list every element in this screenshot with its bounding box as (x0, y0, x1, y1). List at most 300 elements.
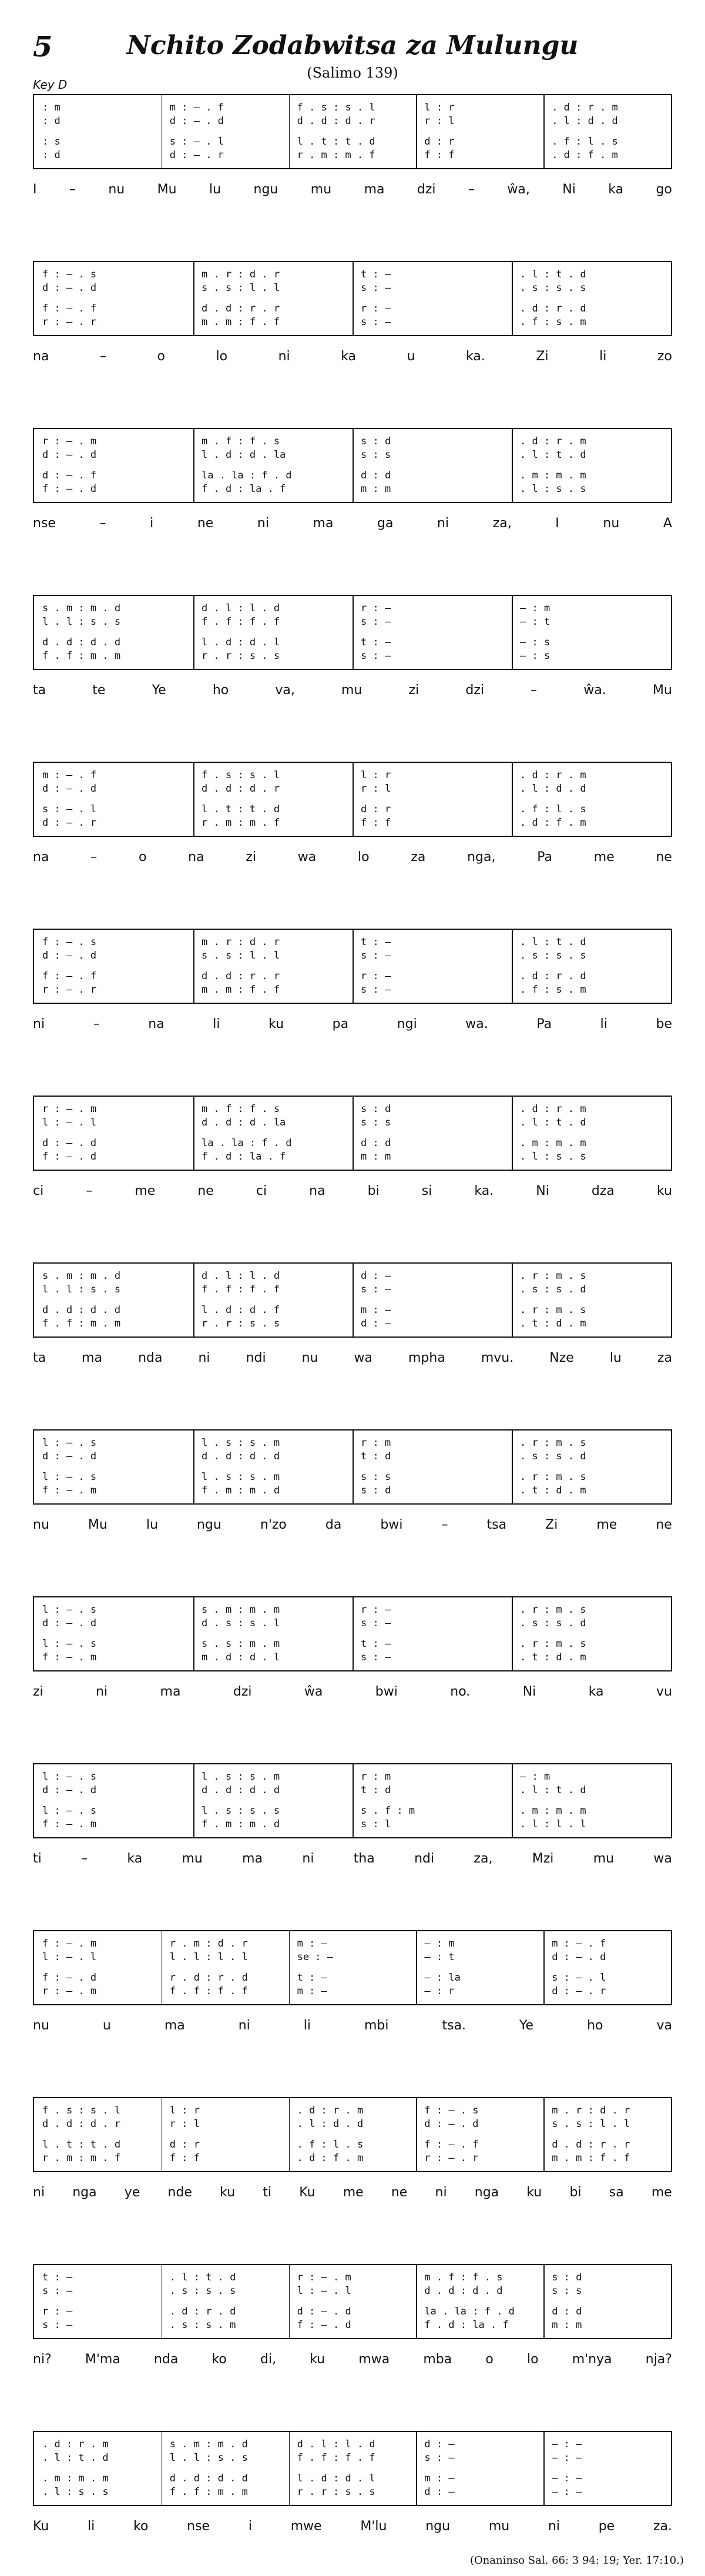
lyric-line (33, 2519, 672, 2534)
solfa-measure: . d : r . m (520, 1103, 586, 1115)
solfa-measure: m : m (361, 483, 391, 495)
solfa-measure: . s : s . m (169, 2319, 236, 2331)
solfa-measure: r . m : d . r (169, 1938, 248, 1949)
lyric-syllable: I (33, 182, 37, 197)
lyric-syllable: za. (653, 2519, 672, 2534)
voice-part (34, 636, 671, 649)
lyric-syllable: be (656, 1017, 672, 1031)
solfa-measure: r : – . r (42, 984, 97, 996)
voice-part (34, 302, 671, 315)
lyric-syllable: wa (297, 850, 317, 865)
solfa-measure: l : – . s (42, 1805, 97, 1817)
lyric-syllable: Nze (549, 1351, 574, 1365)
solfa-measure: s : — (361, 616, 391, 628)
voice-part (34, 1150, 671, 1163)
solfa-measure: f . f : f . f (202, 616, 280, 628)
solfa-measure: se : — (297, 1951, 334, 1963)
solfa-measure: d . d : d . r (202, 783, 280, 795)
lyric-syllable: Mu (652, 683, 672, 698)
solfa-measure: s : — (361, 316, 391, 328)
lyric-syllable: sa (609, 2185, 624, 2200)
voice-part (34, 101, 671, 114)
lyric-syllable: li (600, 1017, 607, 1031)
solfa-measure: t : d (361, 1784, 391, 1796)
lyric-syllable: ne (197, 1184, 214, 1198)
solfa-measure: : d (42, 115, 61, 127)
voice-part (34, 1770, 671, 1783)
solfa-measure: r : m (361, 1771, 391, 1783)
lyric-line (33, 1851, 672, 1866)
voice-part (34, 1317, 671, 1330)
lyric-syllable: Pa (537, 850, 553, 865)
solfa-measure: s : — (42, 2319, 73, 2331)
solfa-measure: d : – . d (424, 2118, 479, 2130)
solfa-measure: m : m (361, 1151, 391, 1163)
lyric-syllable: ku (268, 1017, 284, 1031)
solfa-staff (33, 428, 672, 503)
lyric-syllable: li (88, 2519, 95, 2534)
lyric-syllable: ho (212, 683, 229, 698)
lyric-syllable: pa (332, 1017, 349, 1031)
voice-part (34, 816, 671, 829)
lyric-syllable: I (555, 516, 559, 531)
solfa-measure: d . d : d . r (297, 115, 375, 127)
lyric-syllable: ka. (474, 1184, 494, 1198)
solfa-measure: . l : s . s (42, 2486, 109, 2498)
solfa-measure: m : – . f (169, 102, 224, 113)
music-system (33, 1930, 672, 2048)
solfa-measure: d : – . d (297, 2306, 351, 2317)
solfa-measure: d : – . d (42, 1137, 97, 1149)
solfa-measure: f : – . f (42, 970, 97, 982)
lyric-line (33, 349, 672, 364)
solfa-measure: la . la : f . d (424, 2306, 515, 2317)
lyric-syllable: Ku (33, 2519, 49, 2534)
lyric-syllable: ka (341, 349, 357, 364)
lyric-syllable: tha (353, 1851, 375, 1866)
lyric-syllable: Mu (88, 1518, 108, 1532)
solfa-measure: f : – . m (42, 1818, 97, 1830)
solfa-measure: d : – . d (42, 783, 97, 795)
solfa-measure: . s : s . s (169, 2285, 236, 2297)
solfa-measure: . s : s . d (520, 1284, 586, 1295)
solfa-measure: m . f : f . s (202, 436, 280, 447)
solfa-measure: s : — (361, 282, 391, 294)
voice-part (34, 2438, 671, 2451)
solfa-measure: m . m : f . f (202, 984, 280, 996)
lyric-syllable: ne (656, 1518, 672, 1532)
voice-part (34, 1436, 671, 1449)
music-system (33, 1096, 672, 1213)
voice-part (34, 949, 671, 962)
solfa-measure: . l : t . d (520, 269, 586, 280)
solfa-measure: r . d : r . d (169, 1972, 248, 1984)
solfa-measure: — : m (520, 1771, 550, 1783)
lyric-syllable: ku (220, 2185, 236, 2200)
solfa-measure: s : – . l (169, 136, 224, 148)
lyric-syllable: me (596, 1518, 617, 1532)
lyric-syllable: ndi (246, 1351, 266, 1365)
solfa-measure: s : – . l (552, 1972, 606, 1984)
lyric-syllable: te (92, 683, 106, 698)
lyric-syllable: lo (216, 349, 228, 364)
solfa-measure: f . f : f . f (297, 2452, 375, 2464)
voice-part (34, 2271, 671, 2284)
solfa-measure: r . r : s . s (202, 650, 280, 662)
lyric-syllable: tsa. (442, 2018, 466, 2033)
lyric-syllable: o (485, 2352, 494, 2367)
solfa-measure: s : s (361, 1471, 391, 1483)
solfa-measure: r : l (361, 783, 391, 795)
lyric-syllable: da (325, 1518, 342, 1532)
solfa-measure: d . l : l . d (202, 1270, 280, 1282)
solfa-measure: — : — (552, 2473, 582, 2484)
lyric-syllable: ni? (33, 2352, 52, 2367)
solfa-measure: d . s : s . l (202, 1617, 280, 1629)
solfa-staff (33, 595, 672, 670)
lyric-syllable: ma (313, 516, 334, 531)
solfa-measure: d : r (169, 2139, 200, 2150)
solfa-measure: s . m : m . d (42, 1270, 121, 1282)
voice-part (34, 2138, 671, 2151)
solfa-measure: d . d : d . d (202, 1784, 280, 1796)
lyric-syllable: ga (377, 516, 394, 531)
solfa-measure: f . s : s . l (42, 2105, 121, 2116)
solfa-measure: la . la : f . d (202, 1137, 292, 1149)
lyric-syllable: va, (275, 683, 295, 698)
voice-part (34, 1637, 671, 1650)
solfa-measure: m : — (361, 1304, 391, 1316)
solfa-measure: s : — (361, 1617, 391, 1629)
lyric-syllable: zi (33, 1684, 43, 1699)
lyric-syllable: go (656, 182, 672, 197)
solfa-measure: s : d (361, 1103, 391, 1115)
lyric-syllable: Mzi (532, 1851, 554, 1866)
solfa-measure: f : f (361, 817, 391, 829)
solfa-measure: f . m : m . d (202, 1818, 280, 1830)
solfa-staff (33, 1429, 672, 1505)
solfa-measure: d : d (552, 2306, 582, 2317)
lyric-line (33, 2352, 672, 2367)
solfa-measure: d : – . d (42, 950, 97, 962)
lyric-syllable: na (33, 349, 49, 364)
lyric-syllable: na (188, 850, 204, 865)
solfa-measure: m . m : f . f (552, 2152, 630, 2164)
lyric-syllable: nga (474, 2185, 499, 2200)
lyric-syllable: bwi (375, 1684, 398, 1699)
music-system (33, 94, 672, 212)
solfa-staff (33, 1262, 672, 1338)
lyric-syllable: Ku (299, 2185, 315, 2200)
solfa-measure: s . s : l . l (552, 2118, 630, 2130)
solfa-measure: t : d (361, 1451, 391, 1462)
lyric-syllable: tsa (486, 1518, 507, 1532)
solfa-measure: d : – . d (552, 1951, 606, 1963)
lyric-syllable: Ye (152, 683, 166, 698)
solfa-measure: d : r (361, 803, 391, 815)
solfa-measure: . r : m . s (520, 1437, 586, 1449)
voice-part (34, 1137, 671, 1150)
solfa-measure: d : — (361, 1318, 391, 1329)
lyric-syllable: Zi (536, 349, 549, 364)
music-system (33, 1763, 672, 1881)
solfa-measure: d : – . d (42, 1451, 97, 1462)
lyric-syllable: ko (133, 2519, 149, 2534)
voice-part (34, 448, 671, 461)
lyric-syllable: ma (364, 182, 385, 197)
solfa-measure: m : — (297, 1938, 327, 1949)
solfa-measure: . m : m . m (520, 1137, 586, 1149)
solfa-measure: l . t : t . d (297, 136, 375, 148)
solfa-measure: f . d : la . f (424, 2319, 509, 2331)
lyric-syllable: me (651, 2185, 672, 2200)
solfa-staff (33, 94, 672, 169)
solfa-measure: d . d : d . la (202, 1117, 286, 1128)
music-system (33, 2431, 672, 2548)
lyric-syllable: – (531, 683, 538, 698)
lyric-syllable: ta (33, 1351, 46, 1365)
solfa-measure: s . s : l . l (202, 950, 280, 962)
lyric-syllable: u (102, 2018, 111, 2033)
solfa-measure: r . m : m . f (42, 2152, 121, 2164)
solfa-staff (33, 2431, 672, 2506)
lyric-syllable: bwi (380, 1518, 403, 1532)
lyric-syllable: mwe (290, 2519, 322, 2534)
lyric-syllable: wa. (465, 1017, 488, 1031)
solfa-measure: s . f : m (361, 1805, 415, 1817)
music-system (33, 261, 672, 378)
lyric-syllable: mbi (364, 2018, 389, 2033)
solfa-measure: — : — (552, 2486, 582, 2498)
lyric-syllable: nu (301, 1351, 318, 1365)
lyric-syllable: ka. (466, 349, 485, 364)
lyric-line (33, 516, 672, 531)
solfa-measure: l : r (169, 2105, 200, 2116)
solfa-measure: d : – . d (42, 1784, 97, 1796)
solfa-measure: d . d : d . d (42, 637, 121, 648)
lyric-syllable: M'ma (85, 2352, 120, 2367)
music-system (33, 1596, 672, 1714)
solfa-measure: r : – . r (424, 2152, 479, 2164)
solfa-measure: . l : t . d (520, 1117, 586, 1128)
solfa-measure: f : – . s (42, 936, 97, 948)
lyric-syllable: m'nya (572, 2352, 612, 2367)
music-system (33, 2097, 672, 2215)
key-signature: Key D (33, 78, 68, 92)
lyric-syllable: va (656, 2018, 672, 2033)
solfa-measure: . d : r . m (42, 2438, 109, 2450)
solfa-measure: . r : m . s (520, 1270, 586, 1282)
lyric-syllable: za (411, 850, 426, 865)
lyric-syllable: ma (82, 1351, 103, 1365)
solfa-measure: l . l : s . s (42, 1284, 121, 1295)
lyric-syllable: mvu. (481, 1351, 514, 1365)
lyric-syllable: ku (310, 2352, 325, 2367)
solfa-measure: . l : d . d (520, 783, 586, 795)
lyric-syllable: dzi (417, 182, 436, 197)
voice-part (34, 2104, 671, 2117)
solfa-measure: . l : d . d (297, 2118, 364, 2130)
solfa-measure: . r : m . s (520, 1304, 586, 1316)
lyric-line (33, 1184, 672, 1198)
lyric-syllable: ka (608, 182, 624, 197)
solfa-measure: . d : r . m (297, 2105, 364, 2116)
solfa-measure: m : – . f (42, 769, 97, 781)
solfa-measure: m . r : d . r (202, 269, 280, 280)
solfa-measure: l . l : s . s (42, 616, 121, 628)
music-system (33, 762, 672, 879)
solfa-measure: l . t : t . d (42, 2139, 121, 2150)
lyric-syllable: A (663, 516, 672, 531)
solfa-measure: t : — (361, 936, 391, 948)
solfa-staff (33, 762, 672, 837)
lyric-line (33, 850, 672, 865)
lyric-syllable: bi (569, 2185, 582, 2200)
voice-part (34, 615, 671, 628)
lyric-syllable: – (99, 349, 106, 364)
solfa-measure: . f : s . m (520, 316, 586, 328)
solfa-measure: s : d (361, 1485, 391, 1496)
lyric-syllable: nu (108, 182, 125, 197)
solfa-measure: . f : l . s (297, 2139, 364, 2150)
lyric-line (33, 1684, 672, 1699)
solfa-measure: l . t : t . d (202, 803, 280, 815)
solfa-measure: — : m (424, 1938, 455, 1949)
solfa-measure: d : – . d (42, 449, 97, 461)
solfa-measure: s : — (361, 1284, 391, 1295)
solfa-measure: . t : d . m (520, 1318, 586, 1329)
lyric-syllable: ngi (397, 1017, 417, 1031)
solfa-measure: r : m (361, 1437, 391, 1449)
solfa-measure: r : – . m (42, 1103, 97, 1115)
lyric-syllable: wa (354, 1351, 372, 1365)
lyric-syllable: Ni (562, 182, 576, 197)
voice-part (34, 316, 671, 329)
solfa-measure: f . s : s . l (202, 769, 280, 781)
voice-part (34, 115, 671, 128)
solfa-measure: r . m : m . f (202, 817, 280, 829)
solfa-staff (33, 1930, 672, 2005)
solfa-measure: l . d : d . la (202, 449, 286, 461)
lyric-syllable: nse (187, 2519, 210, 2534)
voice-part (34, 2118, 671, 2131)
solfa-measure: r : — (361, 1604, 391, 1616)
solfa-measure: . d : r . d (169, 2306, 236, 2317)
solfa-measure: m . f : f . s (424, 2272, 503, 2283)
lyric-syllable: ŵa, (507, 182, 530, 197)
solfa-measure: . d : f . m (520, 817, 586, 829)
solfa-measure: l . s : s . s (202, 1805, 280, 1817)
lyric-syllable: ka (588, 1684, 604, 1699)
lyric-syllable: nga (72, 2185, 97, 2200)
solfa-measure: f . d : la . f (202, 483, 286, 495)
solfa-measure: d : — (424, 2438, 455, 2450)
lyric-line (33, 182, 672, 197)
solfa-measure: d : – . r (552, 1985, 606, 1997)
lyric-syllable: ne (197, 516, 214, 531)
solfa-measure: . d : r . d (520, 303, 586, 314)
lyric-syllable: Mu (157, 182, 177, 197)
solfa-measure: f . f : m . m (42, 650, 121, 662)
voice-part (34, 1484, 671, 1497)
solfa-measure: . d : r . m (520, 436, 586, 447)
solfa-staff (33, 261, 672, 336)
solfa-measure: . r : m . s (520, 1471, 586, 1483)
solfa-staff (33, 1096, 672, 1171)
solfa-measure: l . l : l . l (169, 1951, 248, 1963)
lyric-syllable: nu (603, 516, 620, 531)
lyric-syllable: ku (656, 1184, 672, 1198)
solfa-measure: l . l : s . s (169, 2452, 248, 2464)
solfa-measure: d . d : r . r (552, 2139, 630, 2150)
voice-part (34, 2472, 671, 2485)
lyric-syllable: zi (408, 683, 419, 698)
solfa-measure: l . d : d . l (297, 2473, 375, 2484)
lyric-syllable: Ni (522, 1684, 536, 1699)
lyric-syllable: n'zo (260, 1518, 287, 1532)
lyric-syllable: dza (591, 1184, 615, 1198)
voice-part (34, 1617, 671, 1630)
lyric-syllable: pe (598, 2519, 615, 2534)
solfa-measure: d . d : r . r (202, 303, 280, 314)
lyric-line (33, 683, 672, 698)
solfa-measure: t : — (297, 1972, 327, 1984)
voice-part (34, 2485, 671, 2498)
lyric-line (33, 1518, 672, 1532)
solfa-measure: d : — (424, 2486, 455, 2498)
lyric-syllable: o (157, 349, 165, 364)
lyric-syllable: dzi (465, 683, 485, 698)
voice-part (34, 1116, 671, 1129)
voice-part (34, 649, 671, 662)
solfa-measure: . l : t . d (169, 2272, 236, 2283)
lyric-syllable: – (441, 1518, 448, 1532)
lyric-syllable: vu (656, 1684, 672, 1699)
lyric-syllable: – (90, 850, 98, 865)
solfa-measure: f . s : s . l (297, 102, 375, 113)
solfa-measure: d : r (424, 136, 455, 148)
solfa-measure: f . m : m . d (202, 1485, 280, 1496)
solfa-measure: f : – . f (424, 2139, 479, 2150)
solfa-measure: m . d : d . l (202, 1652, 280, 1663)
lyric-syllable: ŵa (304, 1684, 323, 1699)
solfa-measure: l . s : s . m (202, 1471, 280, 1483)
lyric-syllable: ne (391, 2185, 408, 2200)
solfa-measure: . l : t . d (520, 936, 586, 948)
lyric-syllable: ci (256, 1184, 267, 1198)
solfa-measure: r : – . m (297, 2272, 351, 2283)
voice-part (34, 1784, 671, 1797)
hymn-number: 5 (33, 31, 53, 63)
lyric-syllable: ni (257, 516, 269, 531)
solfa-measure: s : — (361, 984, 391, 996)
lyric-syllable: – (69, 182, 76, 197)
solfa-measure: . t : d . m (520, 1485, 586, 1496)
lyric-syllable: ni (435, 2185, 447, 2200)
solfa-measure: . l : l . l (520, 1818, 586, 1830)
voice-part (34, 983, 671, 996)
solfa-staff (33, 1763, 672, 1838)
lyric-syllable: Ni (536, 1184, 549, 1198)
solfa-measure: . s : s . d (520, 1451, 586, 1462)
solfa-measure: . d : r . m (520, 769, 586, 781)
lyric-syllable: ku (526, 2185, 542, 2200)
voice-part (34, 1470, 671, 1483)
voice-part (34, 769, 671, 782)
voice-part (34, 1804, 671, 1817)
voice-part (34, 1651, 671, 1664)
voice-part (34, 1103, 671, 1116)
